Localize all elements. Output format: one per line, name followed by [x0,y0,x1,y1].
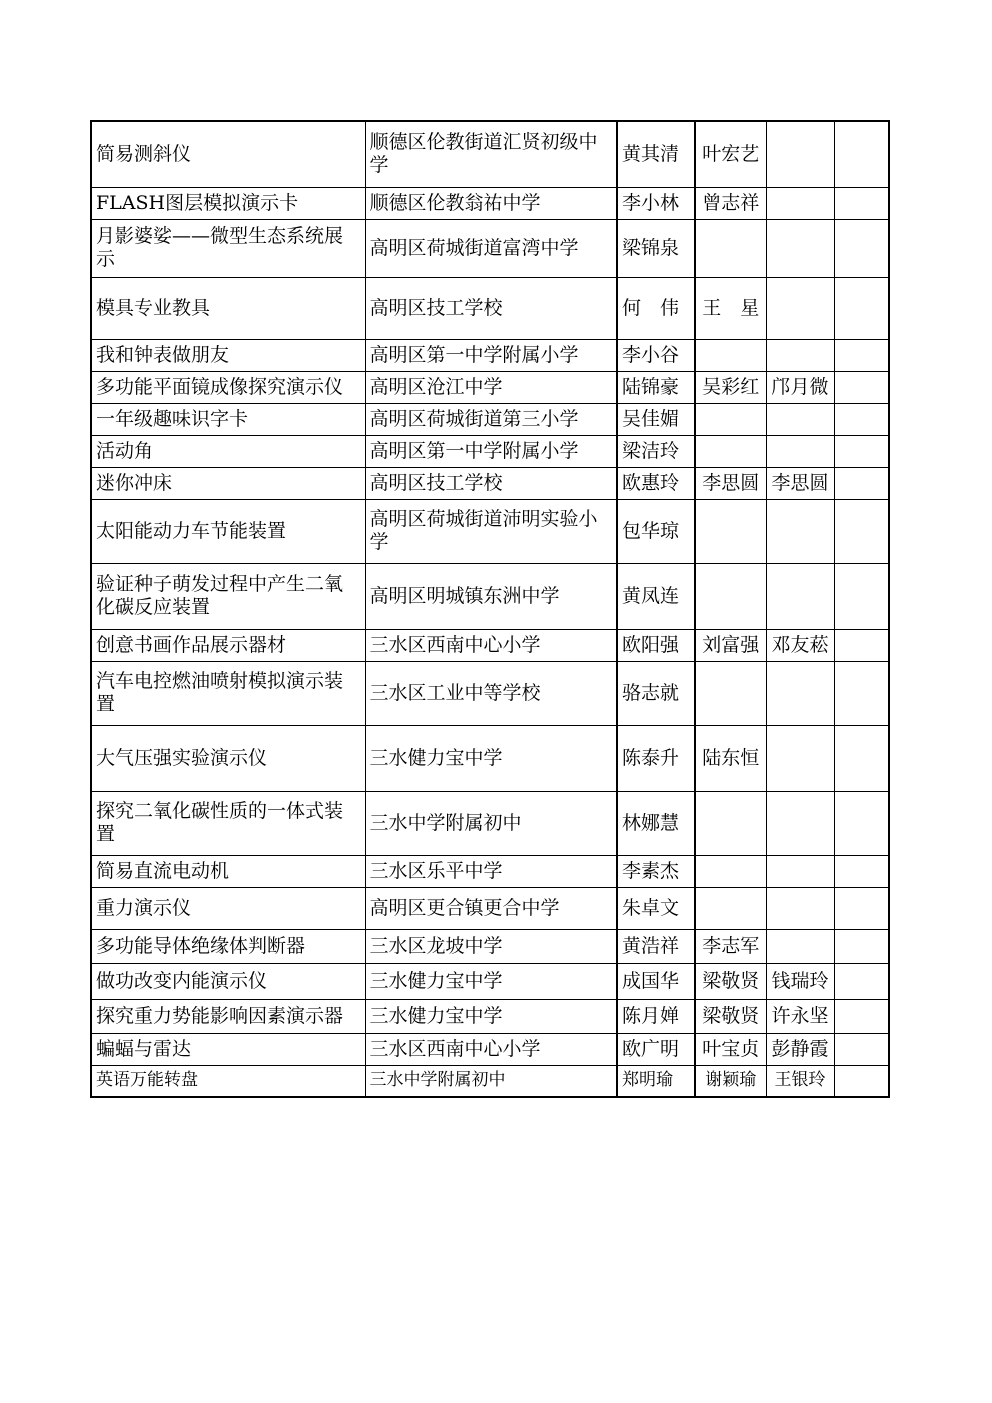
person-cell: 李思圆 [695,467,766,499]
person-cell: 刘富强 [695,629,766,661]
person-cell: 叶宏艺 [695,121,766,187]
person-cell: 钱瑞玲 [766,963,834,999]
table-row [91,371,889,403]
person-cell [695,435,766,467]
project-name-cell: 模具专业教具 [91,277,365,339]
person-cell [766,887,834,929]
table-row [91,791,889,855]
person-cell: 黄浩祥 [617,929,695,963]
project-name-cell: 活动角 [91,435,365,467]
person-cell [695,855,766,887]
person-cell [766,499,834,563]
person-cell [834,187,889,219]
award-table [90,120,890,1098]
person-cell [834,929,889,963]
school-cell: 三水健力宝中学 [365,963,617,999]
project-name-cell: 简易直流电动机 [91,855,365,887]
project-name-cell: 探究重力势能影响因素演示器 [91,999,365,1033]
school-cell: 三水区工业中等学校 [365,661,617,725]
person-cell: 陆东恒 [695,725,766,791]
project-name-cell: 验证种子萌发过程中产生二氧化碳反应装置 [91,563,365,629]
person-cell: 欧阳强 [617,629,695,661]
project-name-cell: 一年级趣味识字卡 [91,403,365,435]
person-cell: 李素杰 [617,855,695,887]
school-cell: 高明区第一中学附属小学 [365,339,617,371]
table-row [91,499,889,563]
table-row [91,963,889,999]
person-cell: 叶宝贞 [695,1033,766,1065]
table-row [91,1033,889,1065]
table-row [91,467,889,499]
person-cell: 林娜慧 [617,791,695,855]
person-cell [766,929,834,963]
person-cell [834,999,889,1033]
school-cell: 高明区技工学校 [365,277,617,339]
person-cell [695,339,766,371]
school-cell: 三水中学附属初中 [365,791,617,855]
school-cell: 三水区龙坡中学 [365,929,617,963]
person-cell [766,791,834,855]
table-row [91,725,889,791]
school-cell: 高明区荷城街道沛明实验小学 [365,499,617,563]
person-cell: 何 伟 [617,277,695,339]
table-row [91,339,889,371]
table-row [91,661,889,725]
project-name-cell: 做功改变内能演示仪 [91,963,365,999]
school-cell: 三水区西南中心小学 [365,629,617,661]
project-name-cell: 多功能平面镜成像探究演示仪 [91,371,365,403]
school-cell: 三水中学附属初中 [365,1065,617,1097]
person-cell [766,855,834,887]
person-cell [834,725,889,791]
person-cell [834,277,889,339]
person-cell [766,277,834,339]
person-cell [834,499,889,563]
person-cell: 梁锦泉 [617,219,695,277]
person-cell [834,629,889,661]
school-cell: 高明区荷城街道第三小学 [365,403,617,435]
project-name-cell: 简易测斜仪 [91,121,365,187]
person-cell: 许永坚 [766,999,834,1033]
table-row [91,563,889,629]
project-name-cell: 创意书画作品展示器材 [91,629,365,661]
project-name-cell: 迷你冲床 [91,467,365,499]
person-cell: 王 星 [695,277,766,339]
person-cell: 李小谷 [617,339,695,371]
person-cell [834,371,889,403]
project-name-cell: 英语万能转盘 [91,1065,365,1097]
person-cell [766,339,834,371]
person-cell: 骆志就 [617,661,695,725]
person-cell [695,661,766,725]
person-cell [766,219,834,277]
person-cell: 包华琼 [617,499,695,563]
school-cell: 高明区第一中学附属小学 [365,435,617,467]
person-cell [695,887,766,929]
person-cell: 李小林 [617,187,695,219]
person-cell: 吴佳媚 [617,403,695,435]
person-cell: 陆锦豪 [617,371,695,403]
person-cell: 黄凤连 [617,563,695,629]
person-cell [834,791,889,855]
table-row [91,929,889,963]
table-row [91,187,889,219]
person-cell [834,121,889,187]
person-cell [766,187,834,219]
person-cell [834,435,889,467]
person-cell: 李志军 [695,929,766,963]
person-cell [766,435,834,467]
person-cell: 王银玲 [766,1065,834,1097]
person-cell: 谢颖瑜 [695,1065,766,1097]
person-cell [695,219,766,277]
person-cell: 邓友菘 [766,629,834,661]
school-cell: 高明区技工学校 [365,467,617,499]
table-row [91,1065,889,1097]
school-cell: 高明区明城镇东洲中学 [365,563,617,629]
person-cell [834,467,889,499]
school-cell: 三水区乐平中学 [365,855,617,887]
person-cell [834,963,889,999]
school-cell: 高明区沧江中学 [365,371,617,403]
person-cell [695,403,766,435]
school-cell: 三水健力宝中学 [365,999,617,1033]
person-cell [834,219,889,277]
person-cell [834,855,889,887]
school-cell: 三水健力宝中学 [365,725,617,791]
person-cell [766,563,834,629]
project-name-cell: 汽车电控燃油喷射模拟演示装置 [91,661,365,725]
person-cell: 邝月微 [766,371,834,403]
person-cell: 黄其清 [617,121,695,187]
table-row [91,629,889,661]
table-row [91,999,889,1033]
person-cell: 朱卓文 [617,887,695,929]
person-cell: 曾志祥 [695,187,766,219]
table-body [91,121,889,1097]
table-row [91,435,889,467]
person-cell [766,725,834,791]
person-cell: 成国华 [617,963,695,999]
person-cell [766,121,834,187]
project-name-cell: 太阳能动力车节能装置 [91,499,365,563]
table-row [91,121,889,187]
person-cell: 梁敬贤 [695,963,766,999]
project-name-cell: 月影婆娑——微型生态系统展示 [91,219,365,277]
person-cell: 欧广明 [617,1033,695,1065]
project-name-cell: 重力演示仪 [91,887,365,929]
person-cell [695,499,766,563]
person-cell [834,563,889,629]
project-name-cell: 大气压强实验演示仪 [91,725,365,791]
person-cell [834,339,889,371]
person-cell: 陈泰升 [617,725,695,791]
school-cell: 顺德区伦教翁祐中学 [365,187,617,219]
school-cell: 高明区荷城街道富湾中学 [365,219,617,277]
person-cell: 彭静霞 [766,1033,834,1065]
project-name-cell: 探究二氧化碳性质的一体式装置 [91,791,365,855]
table-row [91,219,889,277]
school-cell: 顺德区伦教街道汇贤初级中学 [365,121,617,187]
person-cell [766,661,834,725]
person-cell: 欧惠玲 [617,467,695,499]
person-cell [834,1033,889,1065]
person-cell: 陈月婵 [617,999,695,1033]
project-name-cell: 多功能导体绝缘体判断器 [91,929,365,963]
table-row [91,887,889,929]
person-cell [834,403,889,435]
table-row [91,403,889,435]
project-name-cell: 蝙蝠与雷达 [91,1033,365,1065]
project-name-cell: 我和钟表做朋友 [91,339,365,371]
person-cell [834,661,889,725]
project-name-cell: FLASH图层模拟演示卡 [91,187,365,219]
person-cell: 李思圆 [766,467,834,499]
person-cell [834,1065,889,1097]
person-cell: 吴彩红 [695,371,766,403]
school-cell: 三水区西南中心小学 [365,1033,617,1065]
person-cell: 梁洁玲 [617,435,695,467]
school-cell: 高明区更合镇更合中学 [365,887,617,929]
person-cell [766,403,834,435]
table-row [91,277,889,339]
table-row [91,855,889,887]
person-cell [695,791,766,855]
person-cell: 郑明瑜 [617,1065,695,1097]
person-cell: 梁敬贤 [695,999,766,1033]
person-cell [834,887,889,929]
person-cell [695,563,766,629]
